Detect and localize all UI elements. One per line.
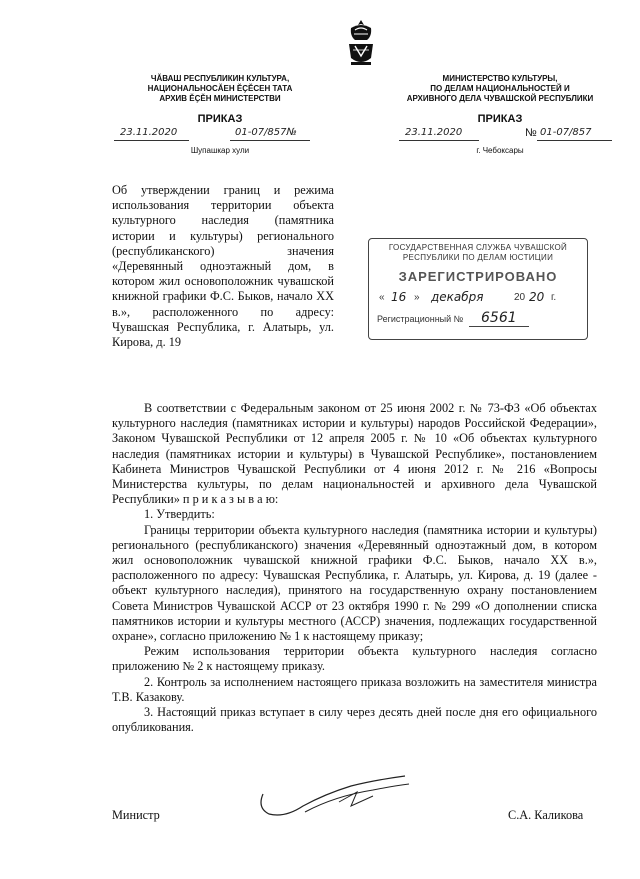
stamp-month: декабря <box>431 290 484 304</box>
stamp-year-label: г. <box>551 292 557 303</box>
coat-of-arms-emblem <box>345 18 377 70</box>
body-item-1-boundaries: Границы территории объекта культурного наследия (памятника истории и культуры) регионального (республиканского) значения «Деревянный одноэтажный дом, в котором жил основоположник чувашской книжной графики Ф.С. Быков, начало XX в.», расположенного по адресу: Чувашская Республика, г. Алатырь, ул. Кирова, д. 19 (далее - объект культурного наследия), принятого на государственную охрану постановлением Совета Министров Чувашской АССР от 23 октября 1990 г. № 299 «О дополнении списка памятников истории и культуры местного (АССР) значения, подлежащих государственной охране», согласно приложению № 1 к настоящему приказу; <box>112 522 597 644</box>
right-city: г. Чебоксары <box>476 146 524 155</box>
handwritten-signature <box>255 772 415 820</box>
left-city: Шупашкар хули <box>190 146 250 155</box>
body-preamble: В соответствии с Федеральным законом от 25 июня 2002 г. № 73-ФЗ «Об объектах культурного наследия (памятниках истории и культуры) народов Российской Федерации», Законом Чувашской Республики от 12 апреля 2005 г. № 10 «Об объектах культурного наследия (памятниках истории и культуры) в Чувашской Республике», постановлением Кабинета Министров Чувашской Республики от 4 июня 2012 г. № 216 «Вопросы Министерства культуры, по делам национальностей и архивного дела Чувашской Республики» п р и к а з ы в а ю: <box>112 401 597 507</box>
stamp-line-1: ГОСУДАРСТВЕННАЯ СЛУЖБА ЧУВАШСКОЙ <box>388 243 568 252</box>
left-doc-type: ПРИКАЗ <box>197 113 243 125</box>
signatory-position: Министр <box>112 808 160 822</box>
left-date: 23.11.2020 <box>120 127 178 138</box>
right-number: 01-07/857 <box>540 127 592 138</box>
body-item-1-regime: Режим использования территории объекта культурного наследия согласно приложению № 2 к настоящему приказу. <box>112 644 597 674</box>
left-date-number-row <box>110 127 330 143</box>
left-number: 01-07/857№ <box>235 127 297 138</box>
right-doc-type: ПРИКАЗ <box>477 113 523 125</box>
stamp-day: 16 <box>391 290 407 304</box>
stamp-title: ЗАРЕГИСТРИРОВАНО <box>398 269 558 284</box>
stamp-reg-underline <box>469 326 529 327</box>
left-org-line-3: АРХИВ ĔҪĔН МИНИСТЕРСТВИ <box>159 94 281 103</box>
right-org-line-3: АРХИВНОГО ДЕЛА ЧУВАШСКОЙ РЕСПУБЛИКИ <box>406 94 594 103</box>
left-org-line-2: НАЦИОНАЛЬНОСĂЕН ĔҪĔСЕН ТАТА <box>147 84 293 93</box>
stamp-year-prefix: 20 <box>514 292 526 303</box>
left-date-underline <box>114 140 189 141</box>
right-org-line-1: МИНИСТЕРСТВО КУЛЬТУРЫ, <box>442 74 558 83</box>
stamp-reg-label: Регистрационный № <box>377 314 464 324</box>
left-org-name <box>100 74 340 104</box>
signatory-name: С.А. Каликова <box>508 808 584 822</box>
left-number-underline <box>230 140 310 141</box>
order-body <box>112 401 597 735</box>
body-item-3: 3. Настоящий приказ вступает в силу через десять дней после дня его официального опубликования. <box>112 705 597 735</box>
order-subject: Об утверждении границ и режима использования территории объекта культурного наследия (памятника истории и культуры) регионального (республиканского) значения «Деревянный одноэтажный дом, в котором жил основоположник чувашской книжной графики Ф.С. Быков, начало XX в.», расположенного по адресу: Чувашская Республика, г. Алатырь, ул. Кирова, д. 19 <box>112 183 334 350</box>
body-item-2: 2. Контроль за исполнением настоящего приказа возложить на заместителя министра Т.В. Казакову. <box>112 674 597 704</box>
right-org-line-2: ПО ДЕЛАМ НАЦИОНАЛЬНОСТЕЙ И <box>430 84 570 93</box>
stamp-line-2: РЕСПУБЛИКИ ПО ДЕЛАМ ЮСТИЦИИ <box>402 253 554 262</box>
stamp-year-suffix: 20 <box>529 290 545 304</box>
right-number-sign: № <box>525 127 537 139</box>
registration-stamp <box>368 238 588 340</box>
left-org-line-1: ЧĂВАШ РЕСПУБЛИКИН КУЛЬТУРА, <box>150 74 290 83</box>
body-item-1: 1. Утвердить: <box>144 507 215 522</box>
stamp-reg-number: 6561 <box>481 310 517 326</box>
right-date-underline <box>399 140 479 141</box>
stamp-reg-row <box>369 310 587 330</box>
right-org-name <box>380 74 620 104</box>
right-number-underline <box>537 140 612 141</box>
right-date: 23.11.2020 <box>405 127 463 138</box>
right-date-number-row <box>395 127 620 143</box>
stamp-date-row: « 16 » декабря 20 20 г. <box>379 290 557 304</box>
